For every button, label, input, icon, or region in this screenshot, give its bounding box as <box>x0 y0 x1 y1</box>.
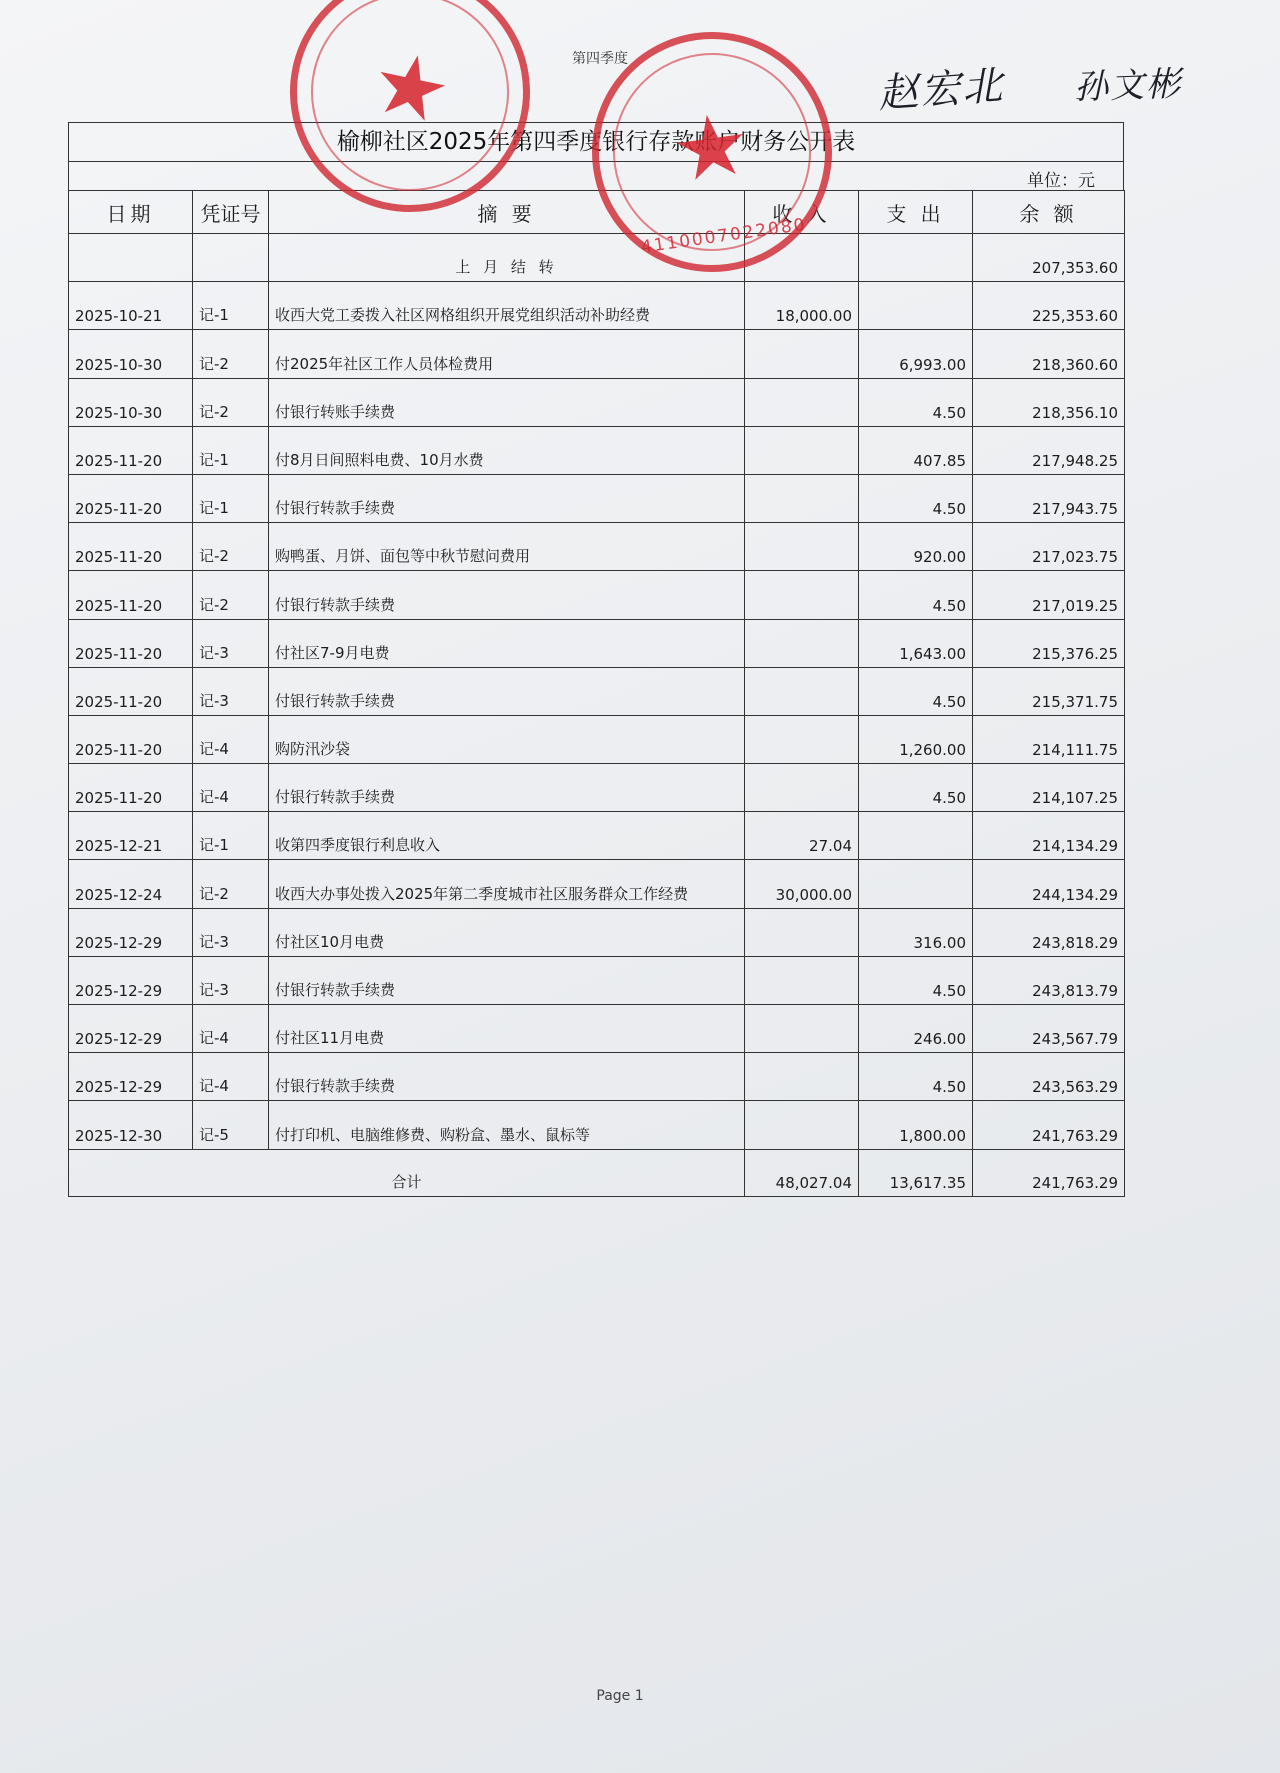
row-income: 27.04 <box>745 812 859 860</box>
row-voucher: 记-4 <box>193 715 269 763</box>
table-row <box>69 330 1125 378</box>
quarter-label: 第四季度 <box>572 51 628 67</box>
row-voucher: 记-3 <box>193 667 269 715</box>
row-balance: 241,763.29 <box>973 1101 1125 1149</box>
total-income: 48,027.04 <box>745 1149 859 1196</box>
row-voucher: 记-1 <box>193 282 269 330</box>
row-income <box>745 474 859 522</box>
row-income <box>745 571 859 619</box>
row-voucher: 记-4 <box>193 764 269 812</box>
finance-table <box>68 122 1124 1197</box>
row-expense: 1,643.00 <box>859 619 973 667</box>
row-income <box>745 715 859 763</box>
row-summary: 付银行转款手续费 <box>269 956 745 1004</box>
table-row <box>69 378 1125 426</box>
row-summary: 付社区11月电费 <box>269 1005 745 1053</box>
row-income <box>745 1101 859 1149</box>
col-summary: 摘 要 <box>269 191 745 234</box>
row-date: 2025-11-20 <box>69 571 193 619</box>
row-balance: 218,360.60 <box>973 330 1125 378</box>
signature-1: 赵宏北 <box>876 62 1006 118</box>
table-row <box>69 715 1125 763</box>
row-date: 2025-12-30 <box>69 1101 193 1149</box>
table-row <box>69 1005 1125 1053</box>
table-row <box>69 1101 1125 1149</box>
row-date: 2025-10-21 <box>69 282 193 330</box>
row-summary: 收西大党工委拨入社区网格组织开展党组织活动补助经费 <box>269 282 745 330</box>
row-expense: 246.00 <box>859 1005 973 1053</box>
row-date: 2025-12-21 <box>69 812 193 860</box>
row-voucher: 记-2 <box>193 860 269 908</box>
row-expense <box>859 860 973 908</box>
row-income: 30,000.00 <box>745 860 859 908</box>
row-summary: 付银行转账手续费 <box>269 378 745 426</box>
row-balance: 243,818.29 <box>973 908 1125 956</box>
row-summary: 购防汛沙袋 <box>269 715 745 763</box>
row-balance: 243,567.79 <box>973 1005 1125 1053</box>
carry-expense <box>859 234 973 282</box>
row-date: 2025-11-20 <box>69 619 193 667</box>
row-balance: 214,134.29 <box>973 812 1125 860</box>
row-expense: 1,800.00 <box>859 1101 973 1149</box>
row-summary: 付银行转款手续费 <box>269 667 745 715</box>
col-balance: 余 额 <box>973 191 1125 234</box>
row-income <box>745 426 859 474</box>
row-balance: 215,371.75 <box>973 667 1125 715</box>
row-voucher: 记-3 <box>193 908 269 956</box>
seal-code: 4110007022080 <box>639 214 808 258</box>
row-summary: 付社区10月电费 <box>269 908 745 956</box>
row-date: 2025-11-20 <box>69 426 193 474</box>
unit-row <box>68 161 1124 190</box>
unit-label: 单位：元 <box>1027 171 1095 191</box>
row-balance: 217,023.75 <box>973 523 1125 571</box>
carry-income <box>745 234 859 282</box>
total-row <box>69 1149 1125 1196</box>
row-summary: 付银行转款手续费 <box>269 571 745 619</box>
row-date: 2025-11-20 <box>69 667 193 715</box>
table-row <box>69 908 1125 956</box>
row-voucher: 记-2 <box>193 378 269 426</box>
row-summary: 付2025年社区工作人员体检费用 <box>269 330 745 378</box>
row-balance: 244,134.29 <box>973 860 1125 908</box>
row-summary: 付银行转款手续费 <box>269 764 745 812</box>
row-income <box>745 619 859 667</box>
row-balance: 217,948.25 <box>973 426 1125 474</box>
star-icon: ★ <box>666 92 757 203</box>
row-balance: 218,356.10 <box>973 378 1125 426</box>
row-voucher: 记-4 <box>193 1053 269 1101</box>
row-date: 2025-12-24 <box>69 860 193 908</box>
row-expense: 920.00 <box>859 523 973 571</box>
row-balance: 214,107.25 <box>973 764 1125 812</box>
row-income <box>745 667 859 715</box>
row-date: 2025-12-29 <box>69 1053 193 1101</box>
row-expense: 4.50 <box>859 956 973 1004</box>
signature-2: 孙文彬 <box>1073 64 1183 108</box>
table-row <box>69 282 1125 330</box>
row-balance: 214,111.75 <box>973 715 1125 763</box>
row-balance: 225,353.60 <box>973 282 1125 330</box>
row-date: 2025-11-20 <box>69 474 193 522</box>
row-income <box>745 523 859 571</box>
total-label: 合计 <box>69 1149 745 1196</box>
row-expense <box>859 282 973 330</box>
table-row <box>69 860 1125 908</box>
col-expense: 支 出 <box>859 191 973 234</box>
table-row <box>69 619 1125 667</box>
row-voucher: 记-3 <box>193 619 269 667</box>
row-date: 2025-11-20 <box>69 764 193 812</box>
row-summary: 收西大办事处拨入2025年第二季度城市社区服务群众工作经费 <box>269 860 745 908</box>
total-balance: 241,763.29 <box>973 1149 1125 1196</box>
row-expense: 4.50 <box>859 764 973 812</box>
table-row <box>69 1053 1125 1101</box>
row-voucher: 记-1 <box>193 474 269 522</box>
row-date: 2025-11-20 <box>69 715 193 763</box>
table-row <box>69 426 1125 474</box>
table-row <box>69 571 1125 619</box>
row-date: 2025-10-30 <box>69 330 193 378</box>
row-summary: 付银行转款手续费 <box>269 1053 745 1101</box>
row-balance: 243,563.29 <box>973 1053 1125 1101</box>
ledger-table <box>68 190 1125 1197</box>
row-expense: 4.50 <box>859 474 973 522</box>
row-income: 18,000.00 <box>745 282 859 330</box>
row-voucher: 记-4 <box>193 1005 269 1053</box>
row-summary: 购鸭蛋、月饼、面包等中秋节慰问费用 <box>269 523 745 571</box>
row-expense: 316.00 <box>859 908 973 956</box>
row-expense: 407.85 <box>859 426 973 474</box>
row-summary: 付打印机、电脑维修费、购粉盒、墨水、鼠标等 <box>269 1101 745 1149</box>
row-expense: 1,260.00 <box>859 715 973 763</box>
row-date: 2025-12-29 <box>69 908 193 956</box>
page-number: Page 1 <box>596 1688 644 1704</box>
row-income <box>745 908 859 956</box>
carry-balance: 207,353.60 <box>973 234 1125 282</box>
carry-date <box>69 234 193 282</box>
row-date: 2025-12-29 <box>69 956 193 1004</box>
row-balance: 217,943.75 <box>973 474 1125 522</box>
row-income <box>745 1053 859 1101</box>
row-voucher: 记-2 <box>193 523 269 571</box>
carry-forward-row <box>69 234 1125 282</box>
row-voucher: 记-1 <box>193 812 269 860</box>
header-row <box>69 191 1125 234</box>
star-icon: ★ <box>362 30 460 145</box>
row-summary: 付银行转款手续费 <box>269 474 745 522</box>
row-voucher: 记-2 <box>193 330 269 378</box>
table-row <box>69 474 1125 522</box>
row-balance: 243,813.79 <box>973 956 1125 1004</box>
table-row <box>69 956 1125 1004</box>
row-date: 2025-11-20 <box>69 523 193 571</box>
row-balance: 217,019.25 <box>973 571 1125 619</box>
row-expense: 4.50 <box>859 1053 973 1101</box>
row-income <box>745 330 859 378</box>
row-summary: 收第四季度银行利息收入 <box>269 812 745 860</box>
row-income <box>745 378 859 426</box>
row-expense: 6,993.00 <box>859 330 973 378</box>
carry-label: 上 月 结 转 <box>269 234 745 282</box>
row-voucher: 记-3 <box>193 956 269 1004</box>
table-row <box>69 764 1125 812</box>
table-row <box>69 812 1125 860</box>
row-voucher: 记-2 <box>193 571 269 619</box>
row-summary: 付8月日间照料电费、10月水费 <box>269 426 745 474</box>
row-summary: 付社区7-9月电费 <box>269 619 745 667</box>
ledger-body <box>69 234 1125 1150</box>
table-title: 榆柳社区2025年第四季度银行存款账户财务公开表 <box>68 122 1124 161</box>
row-date: 2025-12-29 <box>69 1005 193 1053</box>
row-voucher: 记-5 <box>193 1101 269 1149</box>
row-income <box>745 1005 859 1053</box>
total-expense: 13,617.35 <box>859 1149 973 1196</box>
row-voucher: 记-1 <box>193 426 269 474</box>
col-voucher: 凭证号 <box>193 191 269 234</box>
row-balance: 215,376.25 <box>973 619 1125 667</box>
row-expense <box>859 812 973 860</box>
col-date: 日期 <box>69 191 193 234</box>
row-date: 2025-10-30 <box>69 378 193 426</box>
row-income <box>745 764 859 812</box>
row-expense: 4.50 <box>859 667 973 715</box>
row-expense: 4.50 <box>859 571 973 619</box>
table-row <box>69 523 1125 571</box>
table-row <box>69 667 1125 715</box>
col-income: 收 入 <box>745 191 859 234</box>
row-income <box>745 956 859 1004</box>
carry-voucher <box>193 234 269 282</box>
row-expense: 4.50 <box>859 378 973 426</box>
